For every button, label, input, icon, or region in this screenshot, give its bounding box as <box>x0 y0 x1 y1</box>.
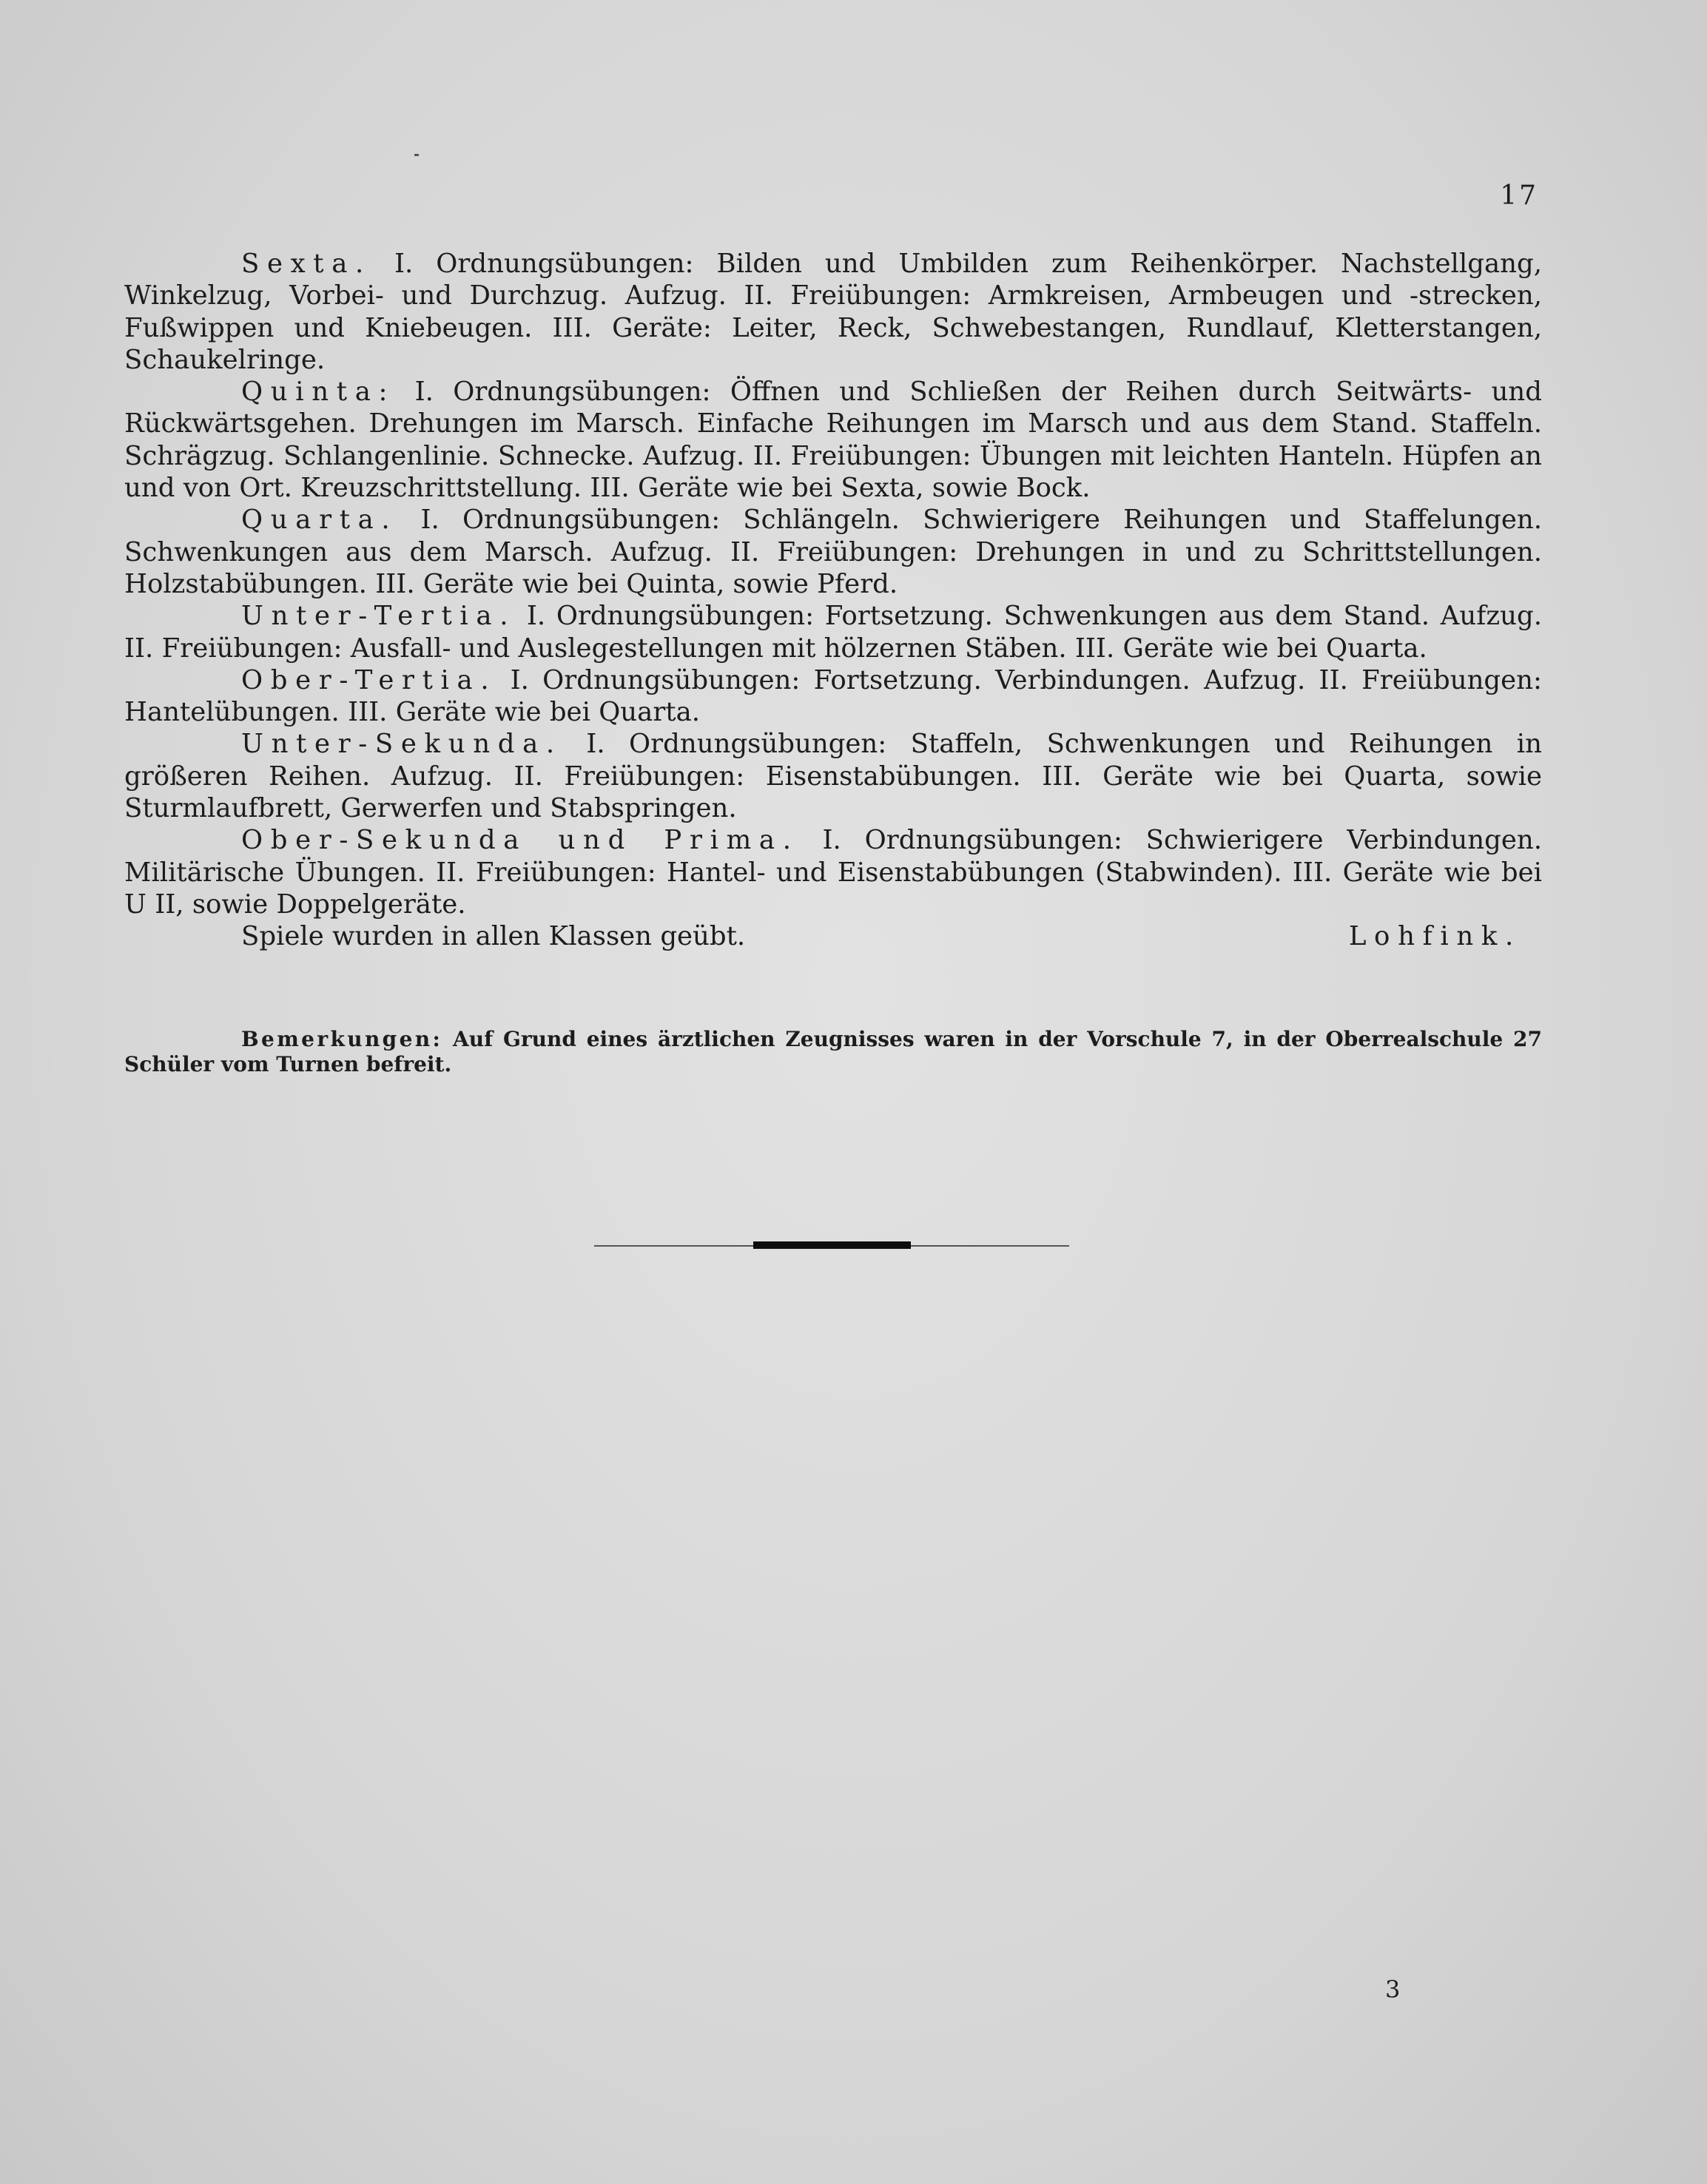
report-body <box>124 248 1542 953</box>
section-text: I. Ordnungsübungen: Staffeln, Schwenkungen und Reihungen in größeren Reihen. Aufzug. II. Freiübungen: Eisenstabübungen. III. Geräte wie bei Quarta, sowie Sturmlaufbrett, Gerwerfen und Stabspringen. <box>124 729 1542 824</box>
signature: Lohfink. <box>1348 921 1521 952</box>
closing-line <box>124 920 1542 952</box>
section-text: I. Ordnungsübungen: Fortsetzung. Verbindungen. Aufzug. II. Freiübungen: Hantelübungen. III. Geräte wie bei Quarta. <box>124 664 1542 728</box>
class-label: Quinta: <box>241 377 396 408</box>
section-quinta <box>124 376 1542 504</box>
section-text: I. Ordnungsübungen: Bilden und Umbilden zum Reihenkörper. Nachstellgang, Winkelzug, Vorbei- und Durchzug. Aufzug. II. Freiübungen: Armkreisen, Armbeugen und -strecken, Fußwippen und Kniebeugen. III. Geräte: Leiter, Reck, Schwebestangen, Rundlauf, Kletterstangen, Schaukelringe. <box>124 249 1542 375</box>
divider-rule-thick <box>753 1241 911 1249</box>
class-label: Ober-Sekunda und Prima. <box>241 825 799 856</box>
remarks-text: Auf Grund eines ärztlichen Zeugnisses waren in der Vorschule 7, in der Oberrealschule 27 Schüler vom Turnen befreit. <box>124 1027 1542 1076</box>
section-text: I. Ordnungsübungen: Schlängeln. Schwierigere Reihungen und Staffelungen. Schwenkungen aus dem Marsch. Aufzug. II. Freiübungen: Drehungen in und zu Schrittstellungen. Holzstabübungen. III. Geräte wie bei Quinta, sowie Pferd. <box>124 505 1542 599</box>
signature-mark: 3 <box>1385 1975 1401 2003</box>
section-text: I. Ordnungsübungen: Schwierigere Verbindungen. Militärische Übungen. II. Freiübungen: Hantel- und Eisenstabübungen (Stabwinden). III. Geräte wie bei U II, sowie Doppelgeräte. <box>124 825 1542 920</box>
class-label: Quarta. <box>241 505 398 536</box>
page-number: 17 <box>1500 181 1538 211</box>
remarks <box>124 1027 1542 1077</box>
section-unter-sekunda <box>124 728 1542 824</box>
section-quarta <box>124 504 1542 600</box>
section-text: I. Ordnungsübungen: Öffnen und Schließen der Reihen durch Seitwärts- und Rückwärtsgehen. Drehungen im Marsch. Einfache Reihungen im Marsch und aus dem Stand. Staffeln. Schrägzug. Schlangenlinie. Schnecke. Aufzug. II. Freiübungen: Übungen mit leichten Hanteln. Hüpfen an und von Ort. Kreuzschrittstellung. III. Geräte wie bei Sexta, sowie Bock. <box>124 377 1543 504</box>
class-label: Sexta. <box>241 249 371 279</box>
remarks-paragraph <box>124 1027 1542 1077</box>
ink-speck <box>414 154 419 156</box>
section-unter-tertia <box>124 600 1542 664</box>
class-label: Ober-Tertia. <box>241 664 497 695</box>
section-ober-tertia <box>124 664 1542 729</box>
class-label: Unter-Sekunda. <box>241 729 562 760</box>
section-text: I. Ordnungsübungen: Fortsetzung. Schwenkungen aus dem Stand. Aufzug. II. Freiübungen: Ausfall- und Auslegestellungen mit hölzernen Stäben. III. Geräte wie bei Quarta. <box>124 601 1542 664</box>
closing-text: Spiele wurden in allen Klassen geübt. <box>241 921 746 952</box>
remarks-label: Bemerkungen: <box>241 1027 443 1051</box>
class-label: Unter-Tertia. <box>241 601 516 632</box>
section-sexta <box>124 248 1542 376</box>
section-ober-sekunda-prima <box>124 824 1542 920</box>
